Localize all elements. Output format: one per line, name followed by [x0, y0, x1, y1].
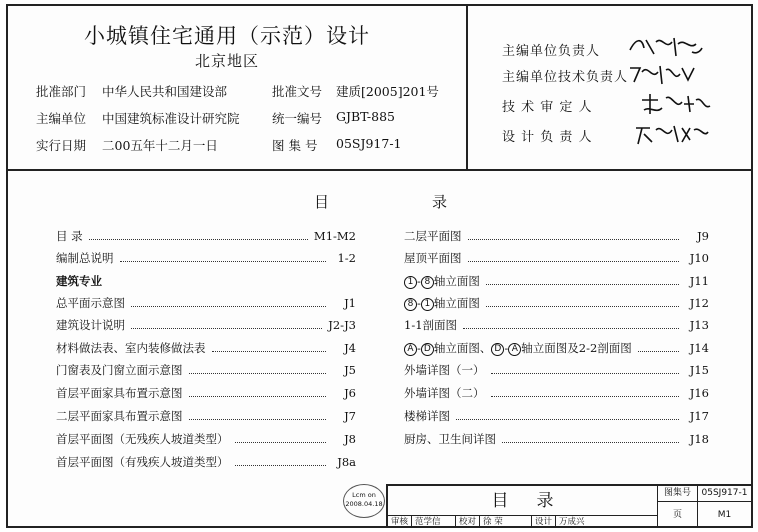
axis-circle: 1 [421, 298, 434, 311]
info-label-approval-no: 批准文号 [272, 84, 323, 99]
resp-label-tech-head: 主编单位技术负责人 [502, 70, 629, 85]
info-value-atlas-no: 05SJ917-1 [336, 136, 402, 151]
toc-item: 首层平面图（有残疾人坡道类型） J8a [56, 455, 356, 469]
page-value: M1 [717, 510, 732, 520]
toc-item: 二层平面家具布置示意图 J7 [56, 409, 356, 423]
axis-circle: 8 [404, 298, 417, 311]
axis-circle: 1 [404, 276, 417, 289]
library-stamp: Lcm on 2008.04.18 [343, 484, 385, 518]
info-value-editor-unit: 中国建筑标准设计研究院 [102, 111, 240, 126]
signoff-design-label: 设计 [532, 516, 556, 528]
toc-item: 1 - 8 轴立面图 J11 [404, 272, 709, 290]
toc-item: 总平面示意图 J1 [56, 296, 356, 310]
atlas-title: 小城镇住宅通用（示范）设计 [84, 24, 370, 48]
toc-heading-char-2: 录 [432, 193, 448, 211]
toc-item: 编制总说明 1-2 [56, 251, 356, 265]
signoff-check-label: 校对 [456, 516, 480, 528]
header-divider [466, 6, 468, 171]
toc-item: 外墙详图（二） J16 [404, 386, 709, 400]
signoff-review-name: 范学信 [412, 516, 456, 528]
toc-item: 首层平面家具布置示意图 J6 [56, 386, 356, 400]
axis-circle: D [421, 343, 434, 356]
axis-circle: A [404, 343, 417, 356]
axis-circle: A [508, 343, 521, 356]
info-value-approval-dept: 中华人民共和国建设部 [102, 84, 228, 99]
sheet-name: 目录 [388, 486, 658, 516]
toc-item: 目 录 M1-M2 [56, 229, 356, 243]
toc-section-architecture: 建筑专业 [56, 274, 102, 288]
atlas-subtitle: 北京地区 [194, 52, 259, 70]
toc-heading-char-1: 目 [314, 193, 330, 211]
info-value-unified-no: GJBT-885 [336, 109, 395, 124]
toc-item: 楼梯详图 J17 [404, 409, 709, 423]
toc-item: 厨房、卫生间详图 J18 [404, 432, 709, 446]
toc-item: 首层平面图（无残疾人坡道类型） J8 [56, 432, 356, 446]
atlas-no-value: 05SJ917-1 [701, 488, 748, 498]
info-label-editor-unit: 主编单位 [36, 111, 87, 126]
signature-tech-head [626, 60, 706, 88]
signoff-check-name: 徐 荣 [480, 516, 532, 528]
info-label-approval-dept: 批准部门 [36, 84, 87, 99]
header-block [8, 6, 751, 171]
resp-label-reviewer: 技 术 审 定 人 [502, 100, 593, 115]
toc-item: 二层平面图 J9 [404, 229, 709, 243]
signoff-review-label: 审核 [388, 516, 412, 528]
signoff-row [388, 516, 658, 528]
atlas-no-label: 图集号 [658, 486, 698, 501]
info-value-effective-date: 二00五年十二月一日 [102, 138, 218, 153]
toc-item: 1-1剖面图 J13 [404, 318, 709, 332]
info-label-unified-no: 统一编号 [272, 111, 323, 126]
drawing-sheet [6, 4, 753, 528]
signoff-design-name: 万成兴 [559, 517, 585, 527]
toc-item: 门窗表及门窗立面示意图 J5 [56, 363, 356, 377]
toc-item: 建筑设计说明 J2-J3 [56, 318, 356, 332]
page-label: 页 [658, 502, 698, 528]
signature-editor-head [626, 32, 706, 60]
toc-item: 材料做法表、室内装修做法表 J4 [56, 341, 356, 355]
info-label-atlas-no: 图 集 号 [272, 138, 318, 153]
resp-label-design-head: 设 计 负 责 人 [502, 130, 593, 145]
axis-circle: 8 [421, 276, 434, 289]
axis-circle: D [491, 343, 504, 356]
info-label-effective-date: 实行日期 [36, 138, 87, 153]
toc-item: 屋顶平面图 J10 [404, 251, 709, 265]
resp-label-editor-head: 主编单位负责人 [502, 44, 601, 59]
toc-item: 外墙详图（一） J15 [404, 363, 709, 377]
info-value-approval-no: 建质[2005]201号 [336, 84, 439, 99]
title-block [386, 484, 751, 528]
toc-item: 8 - 1 轴立面图 J12 [404, 294, 709, 312]
signature-design-head [632, 120, 712, 148]
signature-reviewer [638, 90, 718, 118]
toc-item: A - D 轴立面图、 D - A 轴立面图及2-2剖面图 J14 [404, 339, 709, 357]
